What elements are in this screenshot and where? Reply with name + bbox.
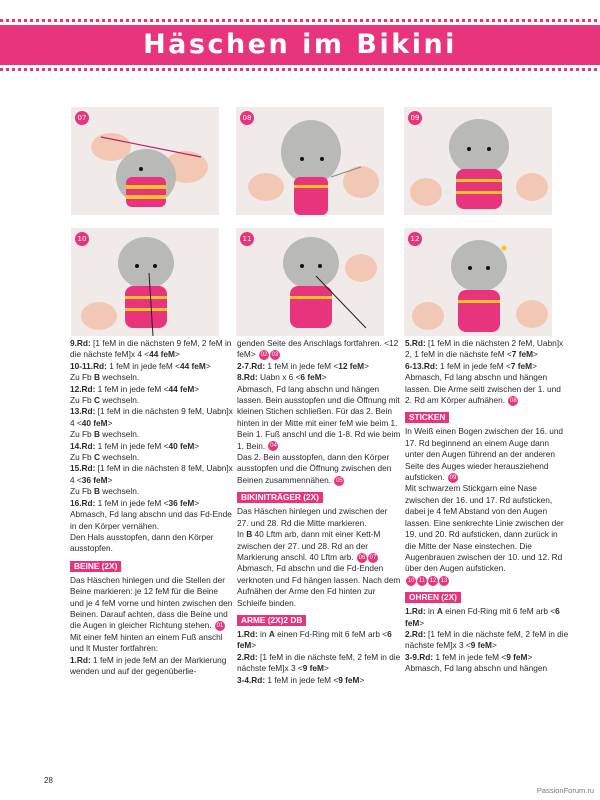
step-badge: 12 [408,232,422,246]
text-column-3: 5.Rd: [1 feM in die nächsten 2 feM, Uabn]x 2, 1 feM in die nächste feM <7 feM> 6-13.Rd: 1 feM in jede feM <7 feM> Abmasch, Fd lang abschn und hängen lassen. Die Arme seitl zwischen der 1. und 2. Rd am Körper aufnähen. 08 STICKEN In Weiß einen Bogen zwischen der 16. und 17. Rd beginnend an einem Auge dann unter den Augen führend an der anderen Seite des Auges wieder herausziehend aufsticken. 09 Mit schwarzem Stickgarn eine Nase zwischen der 16. und 17. Rd aufsticken, dabei je 4 feM Abstand von den Augen lassen. Eine senkrechte Linie zwischen der 19. und 20. Rd aufsticken, dann zurück in die Mitte der Nase einstechen. Die Augenbrauen zwischen der 10. und 12. Rd über den Augen aufsticken. 10 11 12 13 OHREN (2X) 1.Rd: in A einen Fd-Ring mit 6 feM arb <6 feM> 2.Rd: [1 feM in die nächste feM, 2 feM in die nächste feM]x 3 <9 feM> 3-9.Rd: 1 feM in jede feM <9 feM> Abmasch, Fd lang abschn und hängen [405,338,569,674]
step-badge: 07 [75,111,89,125]
dashed-border-top [0,19,600,22]
section-heading-ohren: OHREN (2X) [405,592,461,603]
step-badge: 10 [75,232,89,246]
step-badge: 08 [240,111,254,125]
section-heading-sticken: STICKEN [405,412,449,423]
step-photo-08 [236,107,384,215]
page-title: Häschen im Bikini [143,29,457,60]
step-photo-09 [404,107,552,215]
section-heading-arme: ARME (2X)2 DB [237,615,306,626]
section-heading-bikinitraeger: BIKINITRÄGER (2X) [237,492,323,503]
step-photo-07 [71,107,219,215]
text-column-2: genden Seite des Anschlags fortfahren. <12 feM> 02 03 2-7.Rd: 1 feM in jede feM <12 feM> 8.Rd: Uabn x 6 <6 feM> Abmasch, Fd lang abschn und hängen lassen. Bein ausstopfen und die Öffnung mit kleinen Stichen schließen. Für das 2. Bein hinten in der Mitte mit einer feM wie beim 1. Bein 1. Fuß anschl und die 1-8. Rd wie beim 1. Bein. 04 Das 2. Bein ausstopfen, dann den Körper ausstopfen und die Öffnung zwischen den Beinen zusammennähen. 05 BIKINITRÄGER (2X) Das Häschen hinlegen und zwischen der 27. und 28. Rd die Mitte markieren. In B 40 Lftm arb, dann mit einer Kett-M zwischen der 27. und 28. Rd an der Markierung anschl. 40 Lftm arb. 06 07 Abmasch, Fd abschn und die Fd-Enden verknoten und Fd hängen lassen. Nach dem Aufnähen der Arme den Fd hinten zur Schleife binden. ARME (2X)2 DB 1.Rd: in A einen Fd-Ring mit 6 feM arb <6 feM> 2.Rd: [1 feM in die nächste feM, 2 feM in die nächste feM]x 3 <9 feM> 3-4.Rd: 1 feM in jede feM <9 feM> [237,338,401,685]
page-header [0,0,600,72]
step-photo-10 [71,228,219,336]
step-photo-12 [404,228,552,336]
section-heading-beine: BEINE (2X) [70,561,121,572]
page-number: 28 [44,776,53,785]
step-photo-11 [236,228,384,336]
step-badge: 11 [240,232,254,246]
text-column-1: 9.Rd: [1 feM in die nächsten 9 feM, 2 feM in die nächste feM]x 4 <44 feM> 10-11.Rd: 1 feM in jede feM <44 feM> Zu Fb B wechseln. 12.Rd: 1 feM in jede feM <44 feM> Zu Fb C wechseln. 13.Rd: [1 feM in die nächsten 9 feM, Uabn]x 4 <40 feM> Zu Fb B wechseln. 14.Rd: 1 feM in jede feM <40 feM> Zu Fb C wechseln. 15.Rd: [1 feM in die nächsten 8 feM, Uabn]x 4 <36 feM> Zu Fb B wechseln. 16.Rd: 1 feM in jede feM <36 feM> Abmasch, Fd lang abschn und das Fd-Ende in den Körper vernähen. Den Hals ausstopfen, dann den Körper ausstopfen. BEINE (2X) Das Häschen hinlegen und die Stellen der Beine markieren: je 12 feM für die Beine und je 4 feM vorne und hinten zwischen den Beinen. Darauf achten, dass die Beine und die Augen in gleicher Richtung stehen. 01 Mit einer feM hinten an einem Fuß anschl und lt Muster fortfahren: 1.Rd: 1 feM in jede feM an der Markierung wenden und auf der gegenüberlie- [70,338,233,676]
watermark: PassionForum.ru [536,786,594,795]
dashed-border-bottom [0,68,600,71]
step-badge: 09 [408,111,422,125]
